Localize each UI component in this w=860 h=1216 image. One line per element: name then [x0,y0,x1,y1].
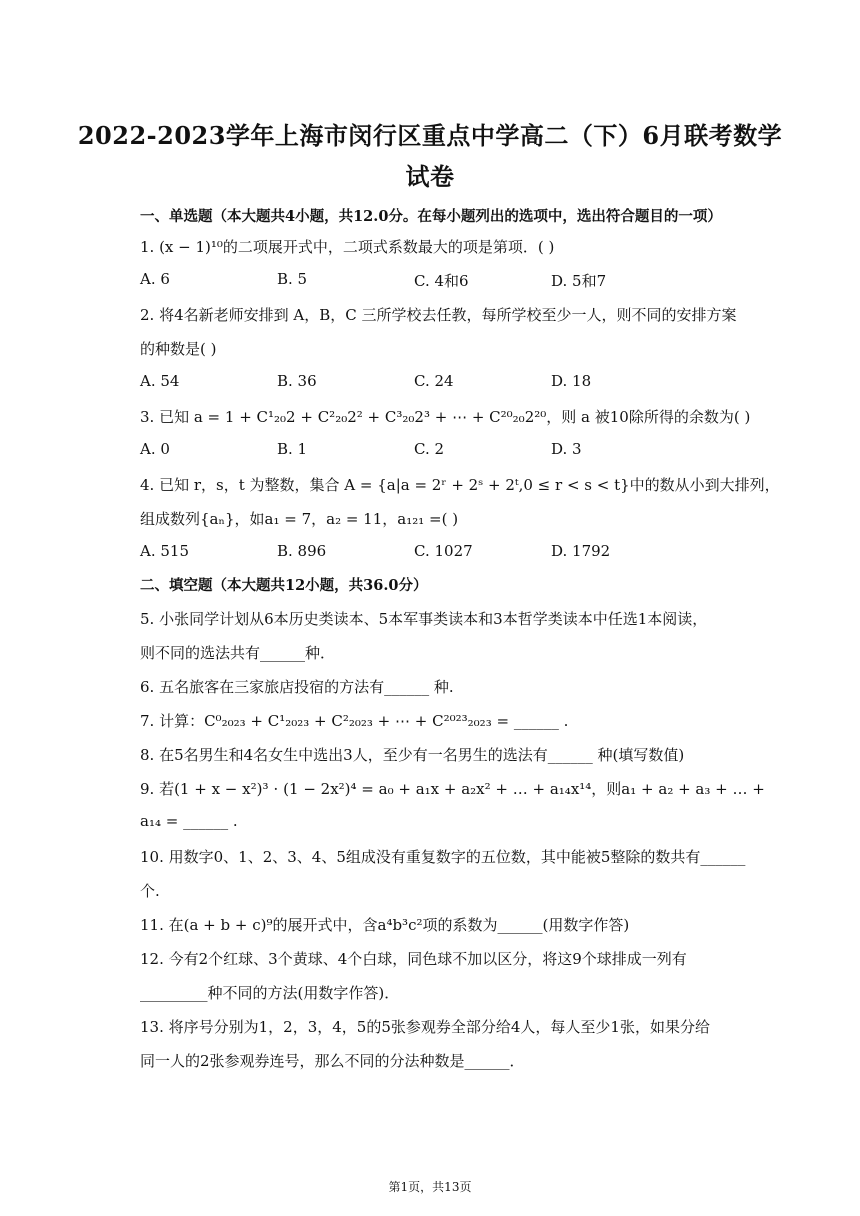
option-d: D. 5和7 [551,272,607,290]
option-d: D. 3 [551,440,582,458]
option-c: C. 1027 [414,542,473,560]
question-5-line2: 则不同的选法共有______种． [140,644,336,662]
option-a: A. 515 [140,542,189,560]
question-12-line2: _________种不同的方法(用数字作答)． [140,984,400,1002]
option-a: A. 0 [140,440,170,458]
question-4-line1: 4. 已知 r，s，t 为整数，集合 A = {a|a = 2ʳ + 2ˢ + 2ᵗ,0 ≤ r < s < t}中的数从小到大排列， [140,476,780,494]
option-b: B. 36 [277,372,317,390]
question-4-line2: 组成数列{aₙ}，如a₁ = 7，a₂ = 11，a₁₂₁ =( ) [140,510,459,528]
section-heading-fill-in: 二、填空题（本大题共12小题，共36.0分） [140,577,428,594]
option-c: C. 2 [414,440,445,458]
question-4-options [140,542,740,564]
question-2-line1: 2. 将4名新老师安排到 A，B，C 三所学校去任教，每所学校至少一人，则不同的安排方案 [140,306,737,324]
option-b: B. 1 [277,440,308,458]
question-1-options [140,270,740,292]
option-a: A. 6 [140,270,170,288]
question-1: 1. (x − 1)¹⁰的二项展开式中，二项式系数最大的项是第项．( ) [140,238,555,256]
question-8: 8. 在5名男生和4名女生中选出3人，至少有一名男生的选法有______ 种(填写数值) [140,746,685,764]
page-footer: 第1页，共13页 [388,1180,472,1194]
question-13-line1: 13. 将序号分别为1，2，3，4，5的5张参观券全部分给4人，每人至少1张，如果分给 [140,1018,710,1036]
option-c: C. 24 [414,372,454,390]
question-5-line1: 5. 小张同学计划从6本历史类读本、5本军事类读本和3本哲学类读本中任选1本阅读， [140,610,708,628]
question-2-options [140,372,740,394]
exam-title-line1: 2022-2023学年上海市闵行区重点中学高二（下）6月联考数学 [77,121,783,150]
option-b: B. 896 [277,542,327,560]
question-6: 6. 五名旅客在三家旅店投宿的方法有______ 种. [140,678,454,696]
exam-title-line2: 试卷 [405,162,455,191]
option-d: D. 18 [551,372,592,390]
question-12-line1: 12. 今有2个红球、3个黄球、4个白球，同色球不加以区分，将这9个球排成一列有 [140,950,687,968]
question-10-line2: 个. [140,882,160,900]
question-2-line2: 的种数是( ) [140,340,217,358]
option-c: C. 4和6 [414,272,469,290]
option-b: B. 5 [277,270,308,288]
option-a: A. 54 [140,372,180,390]
question-3-options [140,440,740,462]
section-heading-single-choice: 一、单选题（本大题共4小题，共12.0分。在每小题列出的选项中，选出符合题目的一项） [140,208,722,225]
question-11: 11. 在(a + b + c)⁹的展开式中，含a⁴b³c²项的系数为______(用数字作答) [140,916,630,934]
question-9-line1: 9. 若(1 + x − x²)³ ⋅ (1 − 2x²)⁴ = a₀ + a₁x + a₂x² + … + a₁₄x¹⁴，则a₁ + a₂ + a₃ + … + [140,780,765,798]
question-7: 7. 计算：C⁰₂₀₂₃ + C¹₂₀₂₃ + C²₂₀₂₃ + ⋯ + C²⁰²³₂₀₂₃ = ______ . [140,712,569,730]
option-d: D. 1792 [551,542,611,560]
question-3: 3. 已知 a = 1 + C¹₂₀2 + C²₂₀2² + C³₂₀2³ + ⋯ + C²⁰₂₀2²⁰，则 a 被10除所得的余数为( ) [140,408,751,426]
question-10-line1: 10. 用数字0、1、2、3、4、5组成没有重复数字的五位数，其中能被5整除的数共有______ [140,848,746,866]
question-13-line2: 同一人的2张参观券连号，那么不同的分法种数是______． [140,1052,525,1070]
question-9-line2: a₁₄ = ______ . [140,812,238,830]
